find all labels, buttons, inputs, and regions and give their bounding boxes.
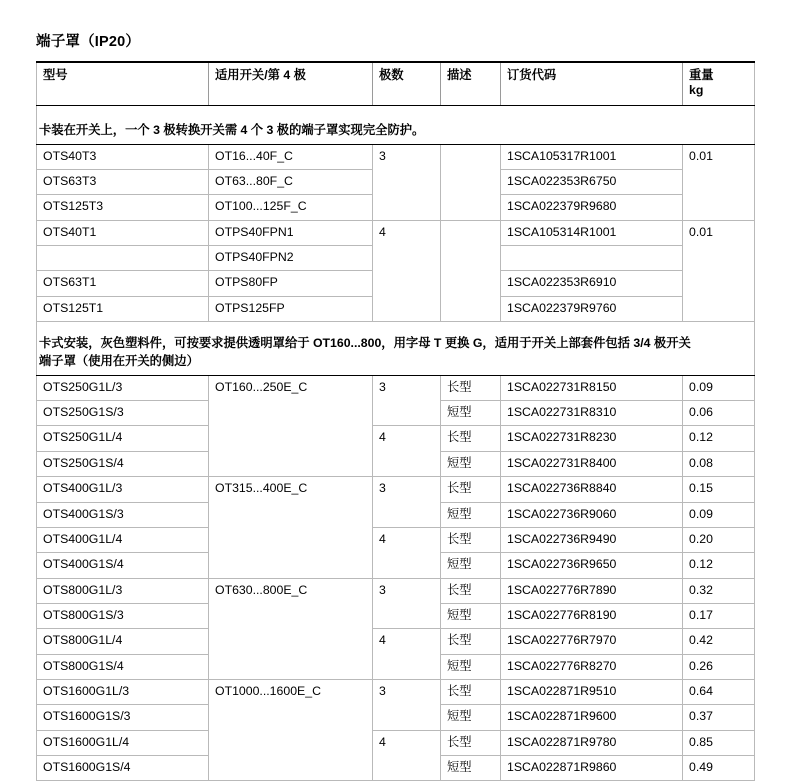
cell-order-code: 1SCA022379R9760 bbox=[501, 296, 683, 321]
cell-switch: OT630...800E_C bbox=[209, 578, 373, 679]
cell-description: 短型 bbox=[441, 654, 501, 679]
cell-type: OTS800G1L/4 bbox=[37, 629, 209, 654]
cell-order-code: 1SCA022353R6910 bbox=[501, 271, 683, 296]
cell-switch: OTPS40FPN2 bbox=[209, 245, 373, 270]
table-row bbox=[37, 477, 755, 502]
table-row bbox=[37, 144, 755, 169]
column-header-weight: 重量 kg bbox=[683, 62, 755, 105]
cell-description bbox=[441, 144, 501, 220]
cell-poles: 3 bbox=[373, 680, 441, 731]
cell-switch: OT1000...1600E_C bbox=[209, 680, 373, 781]
cell-weight: 0.26 bbox=[683, 654, 755, 679]
section-note-2 bbox=[37, 322, 755, 376]
cell-order-code: 1SCA022871R9510 bbox=[501, 680, 683, 705]
cell-poles: 4 bbox=[373, 426, 441, 477]
cell-type: OTS250G1L/4 bbox=[37, 426, 209, 451]
cell-description: 短型 bbox=[441, 451, 501, 476]
cell-switch: OT63...80F_C bbox=[209, 169, 373, 194]
column-header-type: 型号 bbox=[37, 62, 209, 105]
cell-description: 短型 bbox=[441, 756, 501, 781]
terminal-shroud-table bbox=[36, 61, 755, 781]
cell-description: 长型 bbox=[441, 375, 501, 400]
cell-description: 短型 bbox=[441, 553, 501, 578]
cell-weight: 0.09 bbox=[683, 502, 755, 527]
cell-description: 长型 bbox=[441, 730, 501, 755]
cell-weight: 0.01 bbox=[683, 220, 755, 321]
cell-type: OTS800G1L/3 bbox=[37, 578, 209, 603]
cell-description: 长型 bbox=[441, 477, 501, 502]
cell-weight: 0.42 bbox=[683, 629, 755, 654]
cell-description bbox=[441, 220, 501, 321]
cell-switch: OTPS40FPN1 bbox=[209, 220, 373, 245]
cell-switch: OTPS125FP bbox=[209, 296, 373, 321]
cell-order-code: 1SCA022776R8270 bbox=[501, 654, 683, 679]
cell-type: OTS400G1S/3 bbox=[37, 502, 209, 527]
cell-poles: 3 bbox=[373, 144, 441, 220]
section-note-1 bbox=[37, 105, 755, 144]
table-row bbox=[37, 527, 755, 552]
cell-order-code: 1SCA022731R8400 bbox=[501, 451, 683, 476]
cell-description: 短型 bbox=[441, 502, 501, 527]
cell-order-code: 1SCA022736R8840 bbox=[501, 477, 683, 502]
cell-weight: 0.49 bbox=[683, 756, 755, 781]
cell-order-code: 1SCA022731R8310 bbox=[501, 401, 683, 426]
cell-order-code: 1SCA022871R9780 bbox=[501, 730, 683, 755]
cell-description: 短型 bbox=[441, 705, 501, 730]
cell-description: 长型 bbox=[441, 629, 501, 654]
table-row bbox=[37, 680, 755, 705]
column-header-poles: 极数 bbox=[373, 62, 441, 105]
cell-weight: 0.06 bbox=[683, 401, 755, 426]
cell-order-code: 1SCA022871R9860 bbox=[501, 756, 683, 781]
cell-type: OTS125T3 bbox=[37, 195, 209, 220]
table-row bbox=[37, 730, 755, 755]
cell-order-code: 1SCA022776R7890 bbox=[501, 578, 683, 603]
cell-description: 长型 bbox=[441, 680, 501, 705]
section-note-2-line-1: 卡式安装，灰色塑料件，可按要求提供透明罩给于 OT160...800，用字母 T 更换 G，适用于开关上部套件包括 3/4 极开关 bbox=[39, 336, 691, 351]
cell-type: OTS1600G1S/3 bbox=[37, 705, 209, 730]
cell-switch: OT100...125F_C bbox=[209, 195, 373, 220]
cell-order-code: 1SCA022776R8190 bbox=[501, 603, 683, 628]
cell-poles: 3 bbox=[373, 477, 441, 528]
cell-order-code: 1SCA022871R9600 bbox=[501, 705, 683, 730]
cell-switch: OTPS80FP bbox=[209, 271, 373, 296]
column-header-weight-unit: kg bbox=[689, 83, 704, 98]
cell-type: OTS250G1S/3 bbox=[37, 401, 209, 426]
cell-order-code: 1SCA022353R6750 bbox=[501, 169, 683, 194]
cell-weight: 0.12 bbox=[683, 426, 755, 451]
cell-switch: OT315...400E_C bbox=[209, 477, 373, 578]
cell-type: OTS400G1S/4 bbox=[37, 553, 209, 578]
column-header-order-code: 订货代码 bbox=[501, 62, 683, 105]
cell-poles: 4 bbox=[373, 629, 441, 680]
cell-switch: OT16...40F_C bbox=[209, 144, 373, 169]
cell-poles: 4 bbox=[373, 527, 441, 578]
cell-type: OTS400G1L/3 bbox=[37, 477, 209, 502]
cell-type: OTS800G1S/4 bbox=[37, 654, 209, 679]
cell-order-code: 1SCA022379R9680 bbox=[501, 195, 683, 220]
cell-weight: 0.12 bbox=[683, 553, 755, 578]
cell-type: OTS40T1 bbox=[37, 220, 209, 245]
cell-type: OTS1600G1L/4 bbox=[37, 730, 209, 755]
cell-poles: 4 bbox=[373, 220, 441, 321]
cell-poles: 3 bbox=[373, 578, 441, 629]
cell-order-code: 1SCA022731R8150 bbox=[501, 375, 683, 400]
cell-order-code: 1SCA022736R9490 bbox=[501, 527, 683, 552]
cell-order-code: 1SCA022776R7970 bbox=[501, 629, 683, 654]
cell-order-code: 1SCA022736R9650 bbox=[501, 553, 683, 578]
cell-type: OTS800G1S/3 bbox=[37, 603, 209, 628]
cell-order-code: 1SCA022731R8230 bbox=[501, 426, 683, 451]
cell-description: 短型 bbox=[441, 603, 501, 628]
cell-type: OTS63T1 bbox=[37, 271, 209, 296]
table-row bbox=[37, 426, 755, 451]
section-note-2-line-2: 端子罩（使用在开关的侧边） bbox=[39, 353, 199, 368]
cell-weight: 0.85 bbox=[683, 730, 755, 755]
table-row bbox=[37, 375, 755, 400]
cell-order-code: 1SCA022736R9060 bbox=[501, 502, 683, 527]
cell-weight: 0.09 bbox=[683, 375, 755, 400]
cell-switch: OT160...250E_C bbox=[209, 375, 373, 476]
cell-type: OTS63T3 bbox=[37, 169, 209, 194]
cell-poles: 4 bbox=[373, 730, 441, 781]
cell-type: OTS250G1S/4 bbox=[37, 451, 209, 476]
cell-description: 长型 bbox=[441, 578, 501, 603]
cell-weight: 0.64 bbox=[683, 680, 755, 705]
cell-description: 长型 bbox=[441, 426, 501, 451]
table-header-row bbox=[37, 62, 755, 105]
cell-weight: 0.20 bbox=[683, 527, 755, 552]
cell-type bbox=[37, 245, 209, 270]
cell-type: OTS400G1L/4 bbox=[37, 527, 209, 552]
cell-poles: 3 bbox=[373, 375, 441, 426]
cell-order-code: 1SCA105314R1001 bbox=[501, 220, 683, 245]
table-row bbox=[37, 220, 755, 245]
cell-weight: 0.32 bbox=[683, 578, 755, 603]
column-header-switch: 适用开关/第 4 极 bbox=[209, 62, 373, 105]
cell-type: OTS1600G1L/3 bbox=[37, 680, 209, 705]
cell-order-code bbox=[501, 245, 683, 270]
cell-type: OTS125T1 bbox=[37, 296, 209, 321]
table-row bbox=[37, 578, 755, 603]
cell-weight: 0.17 bbox=[683, 603, 755, 628]
cell-type: OTS1600G1S/4 bbox=[37, 756, 209, 781]
table-row bbox=[37, 629, 755, 654]
cell-weight: 0.37 bbox=[683, 705, 755, 730]
cell-type: OTS40T3 bbox=[37, 144, 209, 169]
cell-weight: 0.01 bbox=[683, 144, 755, 220]
cell-order-code: 1SCA105317R1001 bbox=[501, 144, 683, 169]
cell-description: 长型 bbox=[441, 527, 501, 552]
page-title: 端子罩（IP20） bbox=[36, 34, 141, 50]
column-header-description: 描述 bbox=[441, 62, 501, 105]
cell-weight: 0.15 bbox=[683, 477, 755, 502]
section-note-1-text: 卡装在开关上，一个 3 极转换开关需 4 个 3 极的端子罩实现完全防护。 bbox=[37, 105, 755, 144]
cell-type: OTS250G1L/3 bbox=[37, 375, 209, 400]
cell-weight: 0.08 bbox=[683, 451, 755, 476]
cell-description: 短型 bbox=[441, 401, 501, 426]
